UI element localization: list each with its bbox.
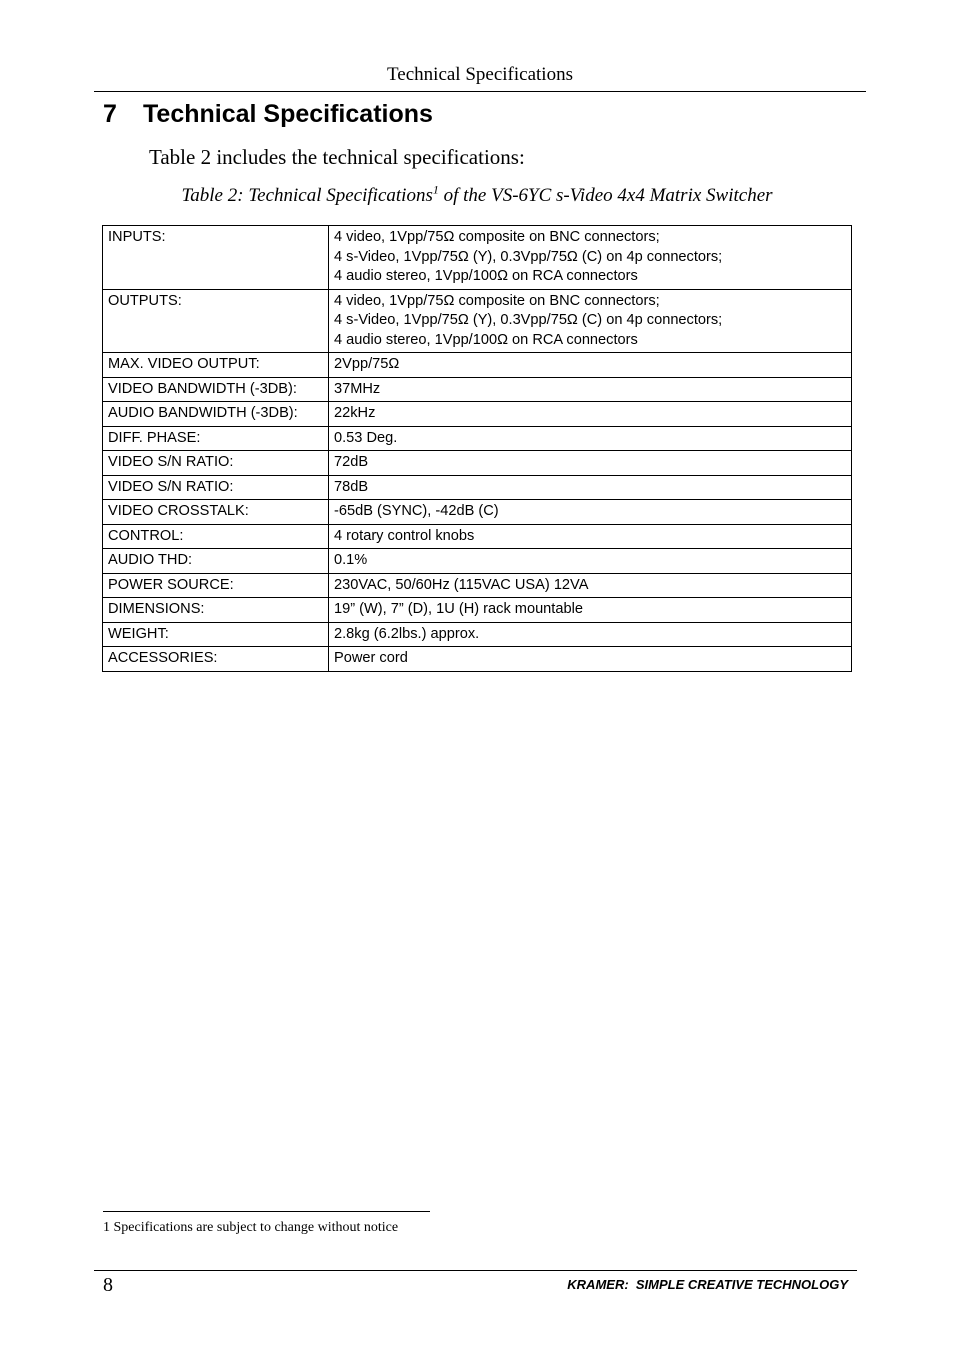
spec-value-line: 0.1% — [334, 552, 368, 568]
table-row — [103, 549, 852, 574]
spec-value-line: 4 audio stereo, 1Vpp/100Ω on RCA connectors — [334, 268, 638, 284]
spec-value — [329, 402, 852, 427]
table-row — [103, 622, 852, 647]
spec-value — [329, 524, 852, 549]
table-row — [103, 402, 852, 427]
spec-value — [329, 451, 852, 476]
spec-value-line: 4 s-Video, 1Vpp/75Ω (Y), 0.3Vpp/75Ω (C) on 4p connectors; — [334, 312, 723, 328]
spec-value-line: 4 audio stereo, 1Vpp/100Ω on RCA connectors — [334, 331, 638, 348]
spec-label: AUDIO BANDWIDTH (-3DB): — [103, 402, 329, 427]
spec-value-line: 22kHz — [334, 405, 376, 421]
spec-value-line: 72dB — [334, 454, 369, 470]
section-number: 7 — [103, 100, 117, 128]
spec-label: DIMENSIONS: — [103, 598, 329, 623]
table-row — [103, 598, 852, 623]
spec-value — [329, 426, 852, 451]
spec-value-line: 78dB — [334, 478, 369, 495]
spec-label: CONTROL: — [103, 524, 329, 549]
spec-value-line: 19” (W), 7” (D), 1U (H) rack mountable — [334, 601, 583, 617]
spec-value — [329, 622, 852, 647]
spec-value — [329, 377, 852, 402]
spec-value — [329, 647, 852, 672]
footnote-reference: 1 — [432, 182, 439, 197]
table-caption — [103, 182, 851, 207]
running-header: Technical Specifications — [387, 64, 573, 85]
spec-label: DIFF. PHASE: — [103, 426, 329, 451]
intro-paragraph: Table 2 includes the technical specifications: — [149, 145, 525, 169]
spec-value-line: 2.8kg (6.2lbs.) approx. — [334, 625, 480, 642]
table-row — [103, 353, 852, 378]
spec-value — [329, 289, 852, 353]
spec-label: OUTPUTS: — [103, 289, 329, 353]
spec-label: VIDEO S/N RATIO: — [103, 451, 329, 476]
spec-value — [329, 353, 852, 378]
spec-label: AUDIO THD: — [103, 549, 329, 574]
table-row — [103, 475, 852, 500]
specifications-table — [102, 225, 852, 672]
spec-label: POWER SOURCE: — [103, 573, 329, 598]
section-heading — [103, 100, 433, 129]
header-rule — [94, 91, 866, 92]
page-number: 8 — [103, 1274, 113, 1296]
footer-brand: KRAMER: SIMPLE CREATIVE TECHNOLOGY — [567, 1277, 848, 1292]
table-row — [103, 573, 852, 598]
table-row — [103, 377, 852, 402]
spec-value-line: 0.53 Deg. — [334, 429, 398, 446]
caption-text-rest: of the VS-6YC s-Video 4x4 Matrix Switcher — [438, 185, 773, 206]
spec-value-line: Power cord — [334, 650, 408, 666]
section-title: Technical Specifications — [143, 100, 433, 128]
table-row — [103, 451, 852, 476]
spec-value — [329, 500, 852, 525]
spec-value-line: 2Vpp/75Ω — [334, 356, 400, 372]
spec-value — [329, 226, 852, 290]
footnote-rule — [103, 1211, 430, 1212]
spec-label: VIDEO S/N RATIO: — [103, 475, 329, 500]
footer-rule — [94, 1270, 857, 1271]
spec-value-line: 4 video, 1Vpp/75Ω composite on BNC connectors; — [334, 229, 660, 245]
spec-label: MAX. VIDEO OUTPUT: — [103, 353, 329, 378]
spec-label: VIDEO CROSSTALK: — [103, 500, 329, 525]
spec-value-line: -65dB (SYNC), -42dB (C) — [334, 503, 499, 519]
spec-value-line: 4 rotary control knobs — [334, 527, 475, 544]
specifications-table-body — [103, 226, 852, 672]
spec-value — [329, 598, 852, 623]
table-row — [103, 500, 852, 525]
table-row — [103, 226, 852, 290]
spec-value — [329, 549, 852, 574]
footnote: 1 Specifications are subject to change without notice — [103, 1220, 399, 1235]
spec-value — [329, 573, 852, 598]
spec-value-line: 230VAC, 50/60Hz (115VAC USA) 12VA — [334, 576, 589, 593]
spec-label: ACCESSORIES: — [103, 647, 329, 672]
caption-text: Table 2: Technical Specifications — [181, 185, 433, 206]
spec-value-line: 37MHz — [334, 380, 381, 397]
table-row — [103, 289, 852, 353]
table-row — [103, 426, 852, 451]
table-row — [103, 524, 852, 549]
spec-label: VIDEO BANDWIDTH (-3DB): — [103, 377, 329, 402]
spec-label: INPUTS: — [103, 226, 329, 290]
spec-label: WEIGHT: — [103, 622, 329, 647]
spec-value — [329, 475, 852, 500]
spec-value-line: 4 video, 1Vpp/75Ω composite on BNC connectors; — [334, 292, 660, 309]
table-row — [103, 647, 852, 672]
spec-value-line: 4 s-Video, 1Vpp/75Ω (Y), 0.3Vpp/75Ω (C) on 4p connectors; — [334, 248, 723, 265]
